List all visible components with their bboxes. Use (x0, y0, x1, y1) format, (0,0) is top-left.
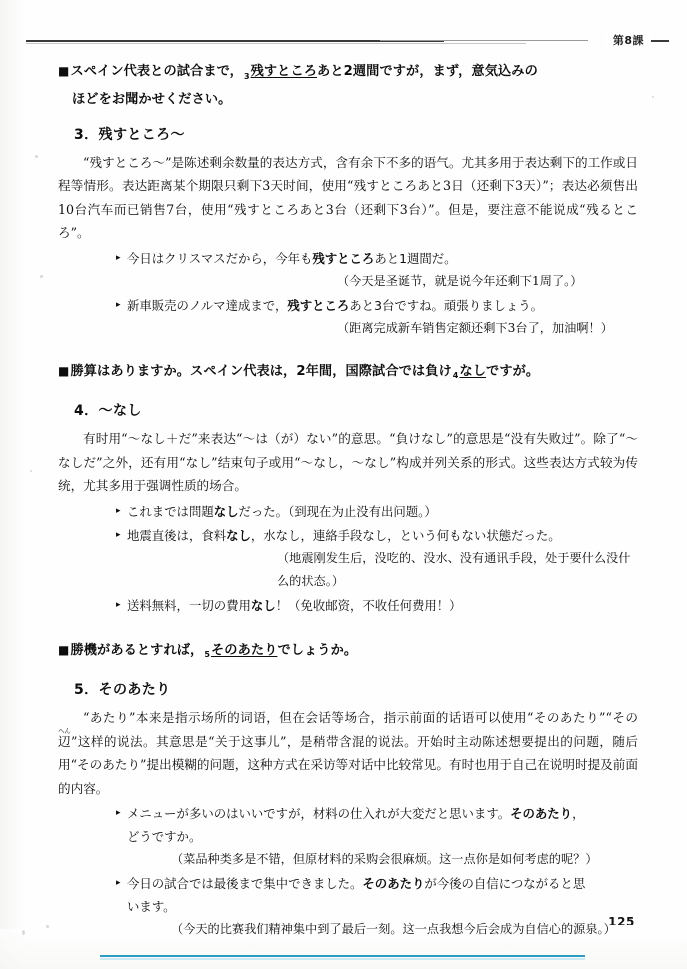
triangle-bullet-icon: ▸ (116, 878, 121, 889)
example-jp-keyword: 残すところ (287, 297, 350, 313)
teal-rule-soft (100, 958, 585, 960)
list-item (116, 594, 638, 617)
example-jp-keyword: そのあたり (362, 876, 425, 892)
grammar-3-example-list (58, 247, 638, 340)
example-jp-pre: 新車販売のノルマ達成まで， (127, 297, 288, 313)
triangle-bullet-icon: ▸ (116, 505, 121, 516)
header-rule-tail (651, 40, 669, 42)
dialogue-1-line-2: ほどをお聞かせください。 (72, 91, 232, 107)
triangle-bullet-icon: ▸ (116, 252, 121, 263)
dialogue-1-text-a: スペイン代表との試合まで， (70, 64, 243, 79)
dialogue-3-underlined: そのあたり (211, 642, 278, 658)
grammar-5-text-part2: ”这样的说法。其意思是“关于这事儿”，是稍带含混的说法。开始时主动陈述想要提出的问题，随后用“そのあたり”提出模糊的问题，这种方式在采访等对话中比较常见。有时也用于自己在说明时提及前面的内容。 (58, 733, 638, 796)
example-jp-post: ， (572, 806, 585, 822)
example-jp-keyword: 残すところ (312, 250, 375, 266)
dialogue-line-1 (58, 60, 638, 111)
dialogue-2-text-a: 勝算はありますか。スペイン代表は，2年間，国際試合では負け (70, 363, 452, 379)
grammar-5-text-part1: “あたり”本来是指示场所的词语，但在会话等场合，指示前面的话语可以使用“そのあたり”“その (83, 710, 638, 726)
scan-speck (22, 930, 25, 935)
list-item (116, 524, 638, 593)
example-jp-keyword: なし (213, 503, 239, 519)
square-bullet-icon: ■ (58, 64, 70, 78)
header-rule-secondary (26, 43, 526, 44)
list-item (116, 294, 638, 340)
footnote-marker-5: 5 (204, 650, 210, 660)
grammar-3-explanation: “残すところ～”是陈述剩余数量的表达方式，含有余下不多的语气。尤其多用于表达剩下的工作或日程等情形。表达距离某个期限只剩下3天时间，使用“残すところあと3日（还剩下3天）”；表达必须售出10台汽车而已销售7台，使用“残すところあと3台（还剩下3台）”。但是，要注意不能说成“残るところ”。 (58, 154, 638, 241)
scan-edge-left (0, 0, 26, 969)
scan-speck (652, 96, 654, 98)
triangle-bullet-icon: ▸ (116, 529, 121, 540)
example-translation: （地震刚发生后，没吃的、没水、没有通讯手段，处于要什么没什么的状态。） (277, 550, 631, 588)
list-item (116, 872, 638, 941)
ruby-hen (58, 726, 72, 749)
grammar-heading-4: 4．～なし (74, 403, 142, 420)
example-jp-post: あと3台ですね。頑張りましょう。 (349, 297, 544, 313)
grammar-4-explanation: 有时用“～なし＋だ”来表达“～は（が）ない”的意思。“負けなし”的意思是“没有失败过”。除了“～なしだ”之外，还有用“なし”结束句子或用“～なし，～なし”构成并列关系的形式。这些表达方式较为传统，尤其多用于强调性质的场合。 (58, 431, 638, 494)
example-jp-pre: 今日はクリスマスだから，今年も (127, 250, 313, 266)
footnote-marker-4: 4 (452, 371, 459, 381)
grammar-heading-5: 5．そのあたり (74, 682, 171, 699)
example-jp-pre: 送料無料，一切の費用 (127, 597, 251, 613)
dialogue-1-text-b: あと2週間ですが，まず，意気込みの (317, 64, 538, 79)
triangle-bullet-icon: ▸ (116, 808, 121, 819)
dialogue-line-2 (58, 360, 638, 388)
example-translation: （距离完成新车销售定额还剩下3台了，加油啊！） (337, 320, 613, 335)
example-jp-keyword: なし (226, 527, 251, 543)
dialogue-line-3 (58, 639, 638, 667)
scan-speck (35, 155, 38, 158)
grammar-5-explanation (58, 706, 638, 800)
example-jp-post: あと1週間だ。 (374, 250, 457, 266)
example-translation: （今天是圣诞节，就是说今年还剩下1周了。） (337, 273, 583, 288)
grammar-4-example-list (58, 500, 638, 617)
scan-speck (46, 925, 49, 928)
list-item (116, 802, 638, 871)
square-bullet-icon: ■ (58, 642, 70, 657)
example-translation: （到现在为止没有出问题。） (288, 503, 437, 519)
page-number: 125 (608, 916, 635, 925)
ruby-base: 辺 (58, 733, 72, 749)
page-content (58, 60, 638, 942)
dialogue-2-text-b: ですが。 (486, 363, 540, 379)
example-jp-line-2: どうですか。 (127, 829, 202, 845)
example-translation: （今天的比赛我们精神集中到了最后一刻。这一点我想今后会成为自信心的源泉。） (171, 922, 616, 937)
example-jp-post: ！ (275, 597, 289, 613)
header-rule-right (380, 40, 588, 41)
example-jp-post: ，水なし，連絡手段なし，という何もない状態だった。 (250, 527, 561, 543)
dialogue-1-underlined: 残すところ (250, 64, 318, 79)
example-jp-pre: これまでは問題 (127, 503, 214, 519)
scan-speck (30, 470, 32, 472)
running-head (0, 34, 687, 56)
example-jp-pre: 地震直後は，食料 (127, 527, 227, 543)
dialogue-3-text-b: でしょうか。 (277, 642, 358, 658)
list-item (116, 247, 638, 293)
list-item (116, 500, 638, 523)
example-jp-post: だった。 (238, 503, 289, 519)
triangle-bullet-icon: ▸ (116, 599, 121, 610)
dialogue-3-text-a: 勝機があるとすれば， (70, 642, 204, 658)
grammar-5-example-list (58, 802, 638, 941)
lesson-label: 第8課 (606, 32, 651, 48)
example-jp-keyword: なし (250, 597, 276, 613)
scan-speck (40, 275, 43, 278)
footnote-marker-3: 3 (243, 71, 250, 81)
example-jp-pre: 今日の試合では最後まで集中できました。 (127, 876, 363, 892)
ruby-furigana: へん (58, 726, 71, 735)
example-jp-keyword: そのあたり (510, 806, 573, 822)
dialogue-2-underlined: なし (459, 363, 487, 379)
example-jp-line-2: います。 (127, 899, 176, 915)
teal-underline-artifact (100, 955, 585, 957)
example-translation: （菜品种类多是不错，但原材料的采购会很麻烦。这一点你是如何考虑的呢？） (171, 852, 598, 867)
example-translation: （免收邮资，不收任何费用！） (288, 597, 462, 613)
example-jp-pre: メニューが多いのはいいですが，材料の仕入れが大変だと思います。 (127, 806, 511, 822)
square-bullet-icon: ■ (58, 363, 70, 378)
grammar-heading-3: 3．残すところ～ (74, 126, 185, 143)
example-jp-post: が今後の自信につながると思 (424, 876, 586, 892)
triangle-bullet-icon: ▸ (116, 299, 121, 310)
